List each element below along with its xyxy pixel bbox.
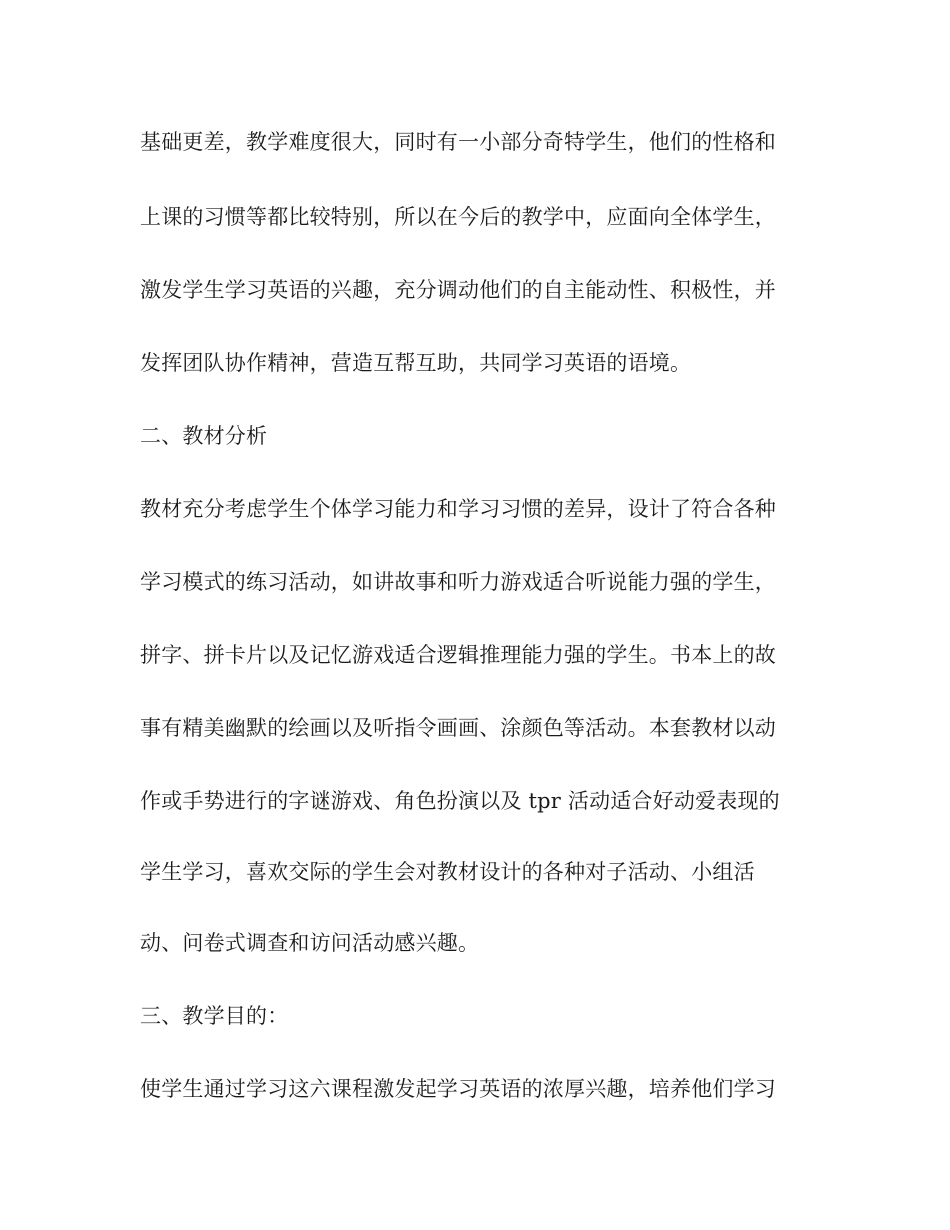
section-heading: 三、教学目的： [140, 1004, 289, 1028]
paragraph-line: 教材充分考虑学生个体学习能力和学习习惯的差异，设计了符合各种 [140, 497, 776, 521]
paragraph-line: 学生学习，喜欢交际的学生会对教材设计的各种对子活动、小组活 [140, 860, 755, 884]
paragraph-line: 发挥团队协作精神，营造互帮互助，共同学习英语的语境。 [140, 351, 692, 375]
paragraph-line: 学习模式的练习活动，如讲故事和听力游戏适合听说能力强的学生， [140, 570, 776, 594]
paragraph-line: 动、问卷式调查和访问活动感兴趣。 [140, 931, 480, 955]
paragraph-line: 拼字、拼卡片以及记忆游戏适合逻辑推理能力强的学生。书本上的故 [140, 643, 776, 667]
section-heading: 二、教材分析 [140, 424, 268, 448]
paragraph-line: 上课的习惯等都比较特别，所以在今后的教学中，应面向全体学生， [140, 205, 776, 229]
paragraph-line: 作或手势进行的字谜游戏、角色扮演以及 tpr 活动适合好动爱表现的 [140, 789, 780, 813]
paragraph-line: 事有精美幽默的绘画以及听指令画画、涂颜色等活动。本套教材以动 [140, 716, 776, 740]
paragraph-line: 使学生通过学习这六课程激发起学习英语的浓厚兴趣，培养他们学习 [140, 1077, 776, 1101]
paragraph-line: 基础更差，教学难度很大，同时有一小部分奇特学生，他们的性格和 [140, 130, 776, 154]
paragraph-line: 激发学生学习英语的兴趣，充分调动他们的自主能动性、积极性，并 [140, 278, 776, 302]
